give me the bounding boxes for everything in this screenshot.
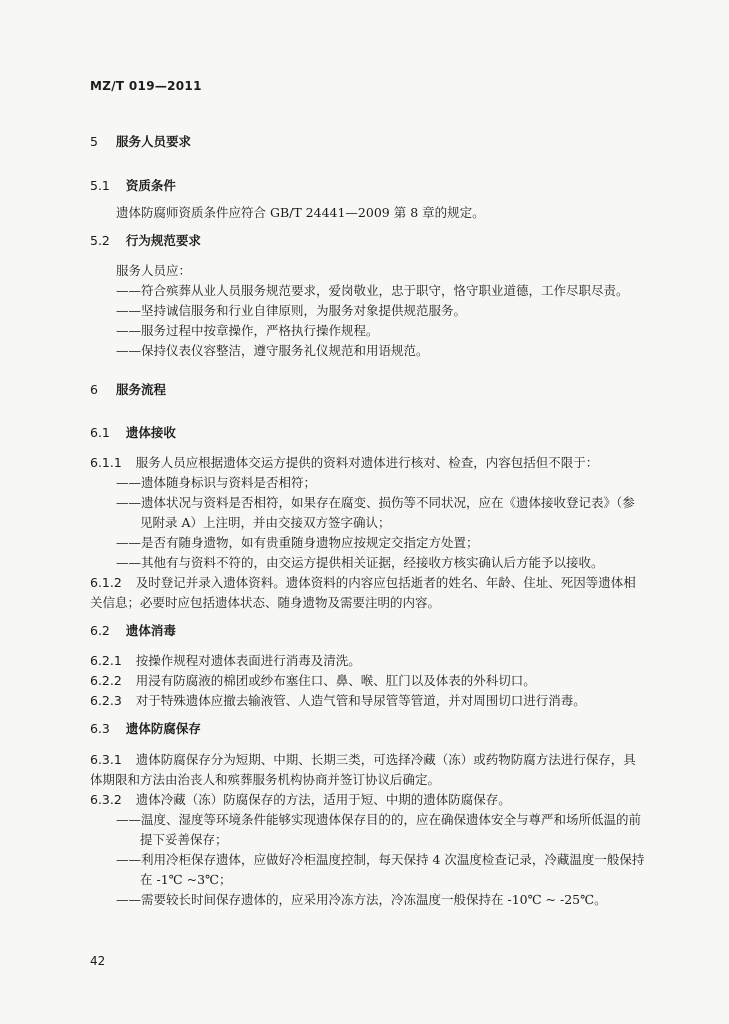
list-item-continuation: 见附录 A）上注明，并由交接双方签字确认； [140,515,391,530]
clause-text: 对于特殊遗体应撤去输液管、人造气管和导尿管等管道，并对周围切口进行消毒。 [135,693,586,708]
section-title: 服务人员要求 [115,134,191,149]
section-title: 服务流程 [115,382,166,397]
clause-continuation: 关信息；必要时应包括遗体状态、随身遗物及需要注明的内容。 [90,595,441,610]
section-title: 行为规范要求 [125,233,201,248]
list-item: ——服务过程中按章操作，严格执行操作规程。 [116,323,379,338]
standard-code: MZ/T 019—2011 [90,79,202,93]
clause-number: 6.3.2 [90,792,122,807]
clause-number: 6.2.2 [90,673,122,688]
list-item: ——遗体随身标识与资料是否相符； [116,475,317,490]
section-number: 6 [90,382,98,397]
paragraph-line: 遗体防腐师资质条件应符合 GB/T 24441—2009 第 8 章的规定。 [116,205,485,220]
section-number: 5 [90,134,98,149]
clause-line [90,693,586,709]
section-number: 6.1 [90,425,110,440]
list-item-continuation: 提下妥善保存； [140,832,228,847]
subsection-heading [90,233,201,249]
subsection-heading [90,425,176,441]
section-title: 资质条件 [125,178,176,193]
clause-continuation: 体期限和方法由治丧人和殡葬服务机构协商并签订协议后确定。 [90,772,441,787]
section-heading [90,134,191,150]
paragraph-line: 服务人员应： [116,263,192,278]
list-item: ——遗体状况与资料是否相符，如果存在腐变、损伤等不同状况，应在《遗体接收登记表》（参 [116,495,635,510]
list-item: ——符合殡葬从业人员服务规范要求，爱岗敬业，忠于职守，恪守职业道德，工作尽职尽责。 [116,283,629,298]
clause-line [90,653,361,669]
clause-text: 遗体冷藏（冻）防腐保存的方法，适用于短、中期的遗体防腐保存。 [135,792,511,807]
list-item: ——坚持诚信服务和行业自律原则，为服务对象提供规范服务。 [116,303,467,318]
section-heading [90,382,166,398]
clause-line [90,792,511,808]
clause-text: 服务人员应根据遗体交运方提供的资料对遗体进行核对、检查，内容包括但不限于： [135,455,599,470]
list-item: ——保持仪表仪容整洁，遵守服务礼仪规范和用语规范。 [116,343,429,358]
list-item: ——需要较长时间保存遗体的，应采用冷冻方法，冷冻温度一般保持在 -10℃ ~ -25℃。 [116,892,607,907]
list-item: ——利用冷柜保存遗体，应做好冷柜温度控制，每天保持 4 次温度检查记录，冷藏温度一般保持 [116,852,645,867]
section-number: 6.2 [90,623,110,638]
section-number: 5.1 [90,178,110,193]
section-title: 遗体防腐保存 [125,721,201,736]
section-title: 遗体接收 [125,425,176,440]
clause-line [90,673,536,689]
clause-number: 6.2.1 [90,653,122,668]
clause-number: 6.3.1 [90,752,122,767]
clause-line [90,575,636,591]
subsection-heading [90,721,201,737]
subsection-heading [90,623,176,639]
clause-text: 及时登记并录入遗体资料。遗体资料的内容应包括逝者的姓名、年龄、住址、死因等遗体相 [135,575,636,590]
list-item-continuation: 在 -1℃ ~3℃； [140,872,232,887]
section-number: 5.2 [90,233,110,248]
list-item: ——温度、湿度等环境条件能够实现遗体保存目的的，应在确保遗体安全与尊严和场所低温的前 [116,812,642,827]
clause-number: 6.1.2 [90,575,122,590]
section-number: 6.3 [90,721,110,736]
clause-text: 遗体防腐保存分为短期、中期、长期三类，可选择冷藏（冻）或药物防腐方法进行保存，具 [135,752,636,767]
clause-number: 6.1.1 [90,455,122,470]
section-title: 遗体消毒 [125,623,176,638]
clause-number: 6.2.3 [90,693,122,708]
clause-line [90,752,636,768]
list-item: ——其他有与资料不符的，由交运方提供相关证据，经接收方核实确认后方能予以接收。 [116,555,604,570]
list-item: ——是否有随身遗物，如有贵重随身遗物应按规定交指定方处置； [116,535,479,550]
clause-text: 用浸有防腐液的棉团或纱布塞住口、鼻、喉、肛门以及体表的外科切口。 [135,673,536,688]
clause-line [90,455,598,471]
clause-text: 按操作规程对遗体表面进行消毒及清洗。 [135,653,361,668]
page-number: 42 [90,954,106,968]
subsection-heading [90,178,176,194]
